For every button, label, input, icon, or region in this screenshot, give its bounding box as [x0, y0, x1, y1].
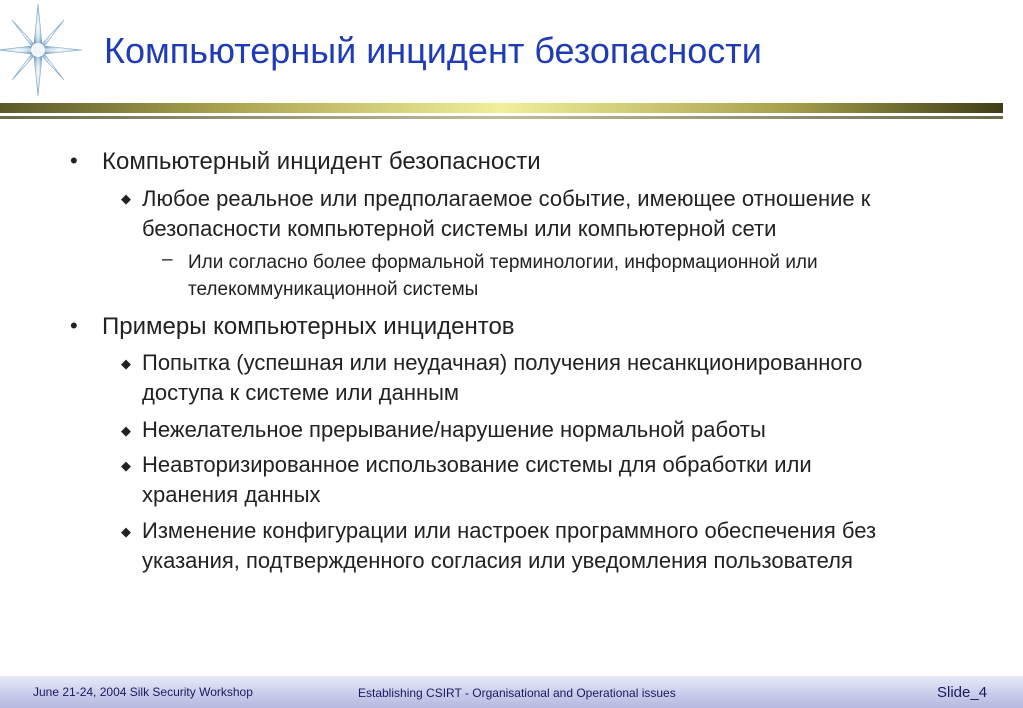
header-divider-thin: [0, 116, 1003, 119]
sub-sub-bullet-marker: –: [162, 249, 173, 270]
line: хранения данных: [142, 482, 321, 507]
line: доступа к системе или данным: [142, 380, 460, 405]
sub-bullet-text: [142, 450, 812, 510]
sub-bullet-text: [142, 516, 876, 576]
line: Изменение конфигурации или настроек программного обеспечения без: [142, 518, 877, 543]
footer-event: June 21-24, 2004 Silk Security Workshop: [33, 685, 253, 699]
sub-bullet-marker: ◆: [121, 191, 131, 206]
sub-bullet-marker: ◆: [121, 524, 131, 539]
sub-bullet-marker: ◆: [121, 356, 131, 371]
line: Попытка (успешная или неудачная) получения несанкционированного: [142, 350, 863, 375]
footer-presentation-title: Establishing CSIRT - Organisational and Operational issues: [358, 686, 676, 700]
sub-bullet-text: [142, 348, 862, 408]
sub-bullet-marker: ◆: [121, 458, 131, 473]
line: Или согласно более формальной терминологии, информационной или: [188, 252, 818, 273]
line: указания, подтвержденного согласия или уведомления пользователя: [142, 548, 853, 573]
slide-number: Slide_4: [937, 684, 988, 701]
sub-bullet-text: [142, 415, 766, 445]
line: Неавторизированное использование системы для обработки или: [142, 452, 812, 477]
line: телекоммуникационной системы: [188, 279, 479, 300]
bullet-marker: •: [70, 313, 78, 338]
header-divider: [0, 103, 1003, 113]
sub-bullet-text: [142, 184, 870, 244]
bullet-marker: •: [70, 148, 78, 173]
line: безопасности компьютерной системы или компьютерной сети: [142, 216, 777, 241]
bullet-text: Компьютерный инцидент безопасности: [102, 148, 541, 175]
line: Нежелательное прерывание/нарушение нормальной работы: [142, 417, 766, 442]
line: Любое реальное или предполагаемое событие, имеющее отношение к: [142, 186, 871, 211]
starburst-icon: [0, 2, 86, 102]
slide-title: Компьютерный инцидент безопасности: [104, 30, 762, 71]
sub-bullet-marker: ◆: [121, 423, 131, 438]
bullet-text: Примеры компьютерных инцидентов: [102, 313, 515, 340]
sub-sub-bullet-text: [188, 249, 818, 303]
